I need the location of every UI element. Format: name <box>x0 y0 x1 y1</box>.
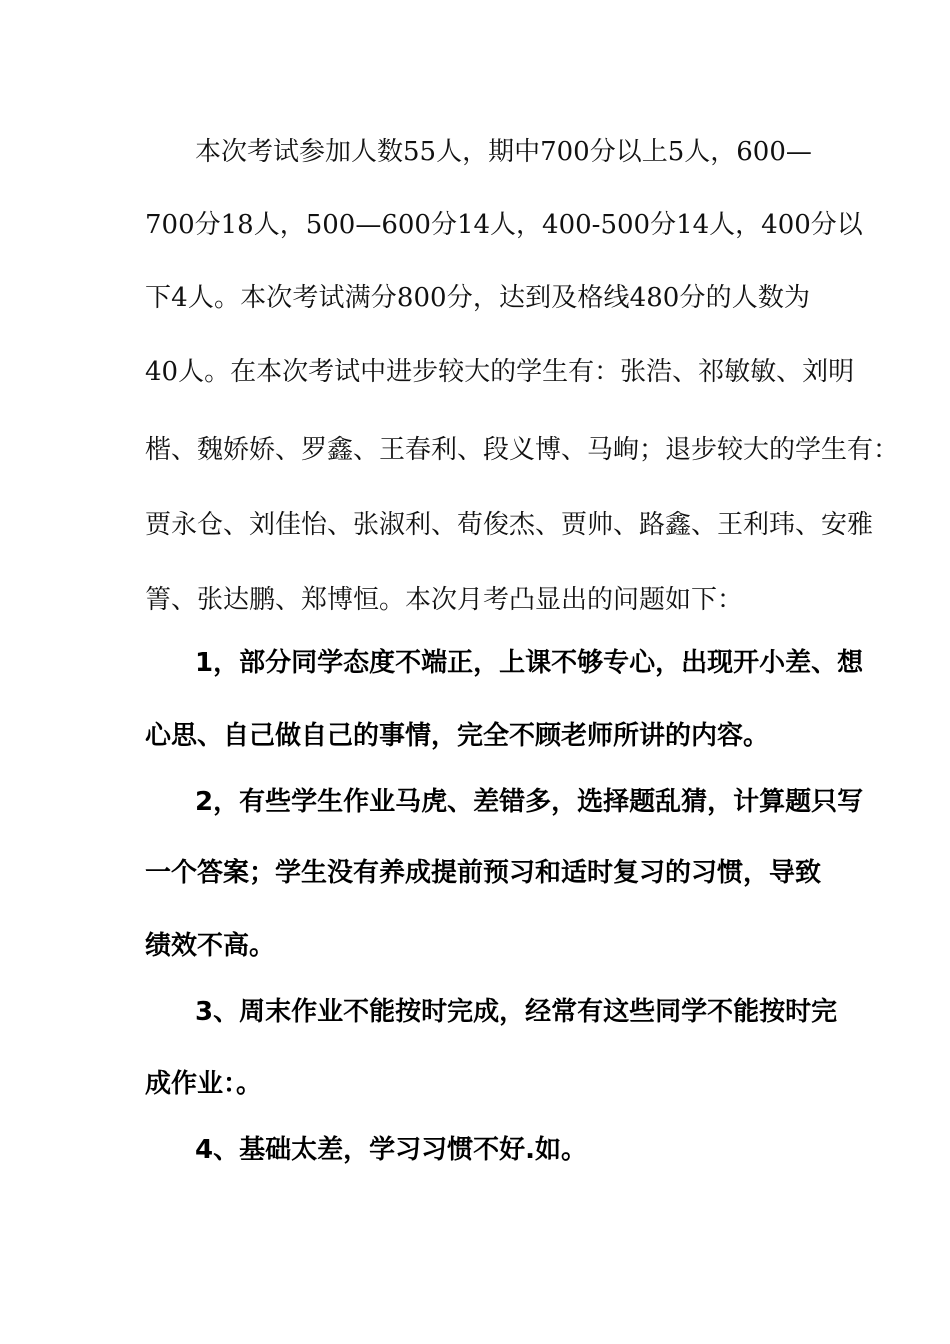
problem-1-line-1: 1，部分同学态度不端正，上课不够专心，出现开小差、想 <box>195 648 864 678</box>
summary-line-7: 箐、张达鹏、郑博恒。本次月考凸显出的问题如下： <box>145 585 744 615</box>
problem-4-line-1: 4、基础太差，学习习惯不好.如。 <box>195 1135 587 1165</box>
problem-2-line-1: 2，有些学生作业马虎、差错多，选择题乱猜，计算题只写 <box>195 787 864 817</box>
problem-3-line-1: 3、周末作业不能按时完成，经常有这些同学不能按时完 <box>195 997 838 1027</box>
problem-1-line-2: 心思、自己做自己的事情，完全不顾老师所讲的内容。 <box>145 721 770 751</box>
summary-line-3: 下4人。本次考试满分800分，达到及格线480分的人数为 <box>145 283 810 313</box>
summary-line-4: 40人。在本次考试中进步较大的学生有：张浩、祁敏敏、刘明 <box>145 357 855 387</box>
summary-line-2: 700分18人，500—600分14人，400-500分14人，400分以 <box>145 210 863 240</box>
summary-line-1: 本次考试参加人数55人，期中700分以上5人，600— <box>195 137 812 167</box>
summary-line-6: 贾永仓、刘佳怡、张淑利、荀俊杰、贾帅、路鑫、王利玮、安雅 <box>145 510 874 540</box>
summary-line-5: 楷、魏娇娇、罗鑫、王春利、段义博、马峋；退步较大的学生有： <box>145 435 900 465</box>
problem-3-line-2: 成作业：。 <box>145 1069 263 1099</box>
problem-2-line-2: 一个答案；学生没有养成提前预习和适时复习的习惯，导致 <box>145 858 822 888</box>
problem-2-line-3: 绩效不高。 <box>145 931 276 961</box>
